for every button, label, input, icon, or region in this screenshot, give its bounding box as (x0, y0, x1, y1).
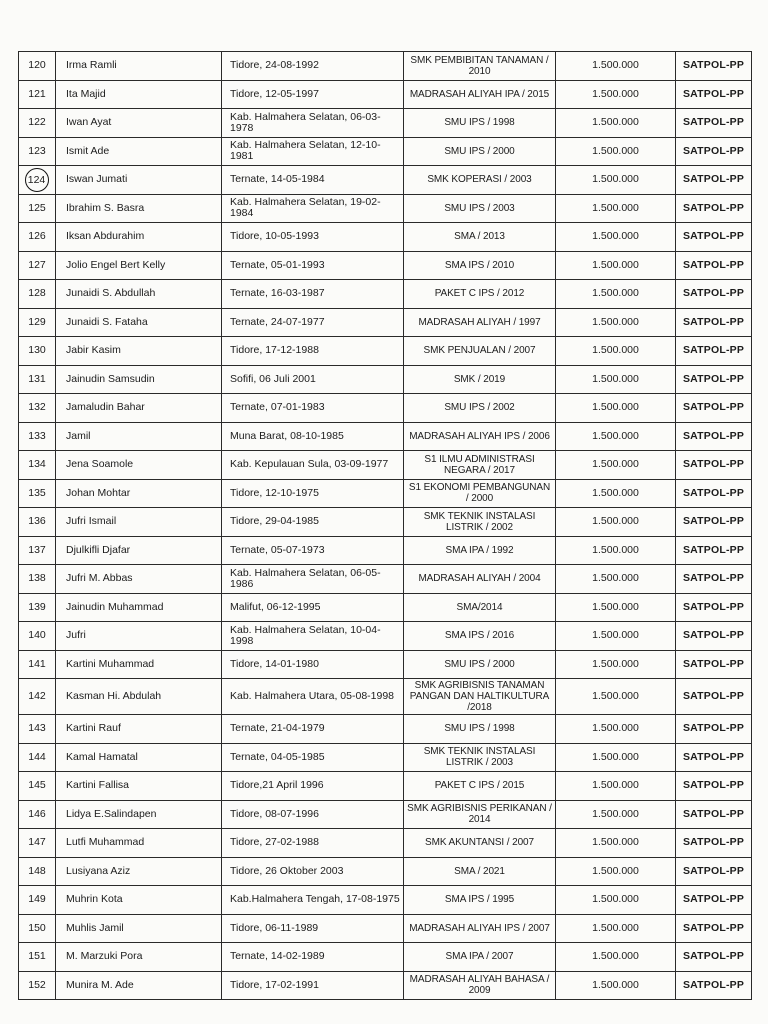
table-row (19, 886, 752, 915)
work-unit-cell: SATPOL-PP (676, 365, 752, 394)
education-cell: SMA/2014 (404, 593, 556, 622)
birth-place-date-cell: Tidore, 17-12-1988 (222, 337, 404, 366)
birth-place-date-cell: Kab.Halmahera Tengah, 17-08-1975 (222, 886, 404, 915)
birth-place-date-cell: Ternate, 04-05-1985 (222, 743, 404, 772)
table-row (19, 137, 752, 166)
table-row (19, 565, 752, 594)
row-number-cell: 137 (19, 536, 56, 565)
birth-place-date-cell: Kab. Halmahera Selatan, 10-04-1998 (222, 622, 404, 651)
birth-place-date-cell: Ternate, 05-01-1993 (222, 251, 404, 280)
work-unit-cell: SATPOL-PP (676, 80, 752, 109)
birth-place-date-cell: Kab. Halmahera Selatan, 12-10-1981 (222, 137, 404, 166)
salary-cell: 1.500.000 (556, 194, 676, 223)
birth-place-date-cell: Sofifi, 06 Juli 2001 (222, 365, 404, 394)
table-row (19, 743, 752, 772)
work-unit-cell: SATPOL-PP (676, 593, 752, 622)
birth-place-date-cell: Kab. Halmahera Selatan, 19-02-1984 (222, 194, 404, 223)
birth-place-date-cell: Tidore,21 April 1996 (222, 772, 404, 801)
birth-place-date-cell: Tidore, 06-11-1989 (222, 914, 404, 943)
row-number-cell: 150 (19, 914, 56, 943)
salary-cell: 1.500.000 (556, 479, 676, 508)
work-unit-cell: SATPOL-PP (676, 280, 752, 309)
salary-cell: 1.500.000 (556, 679, 676, 715)
education-cell: SMA IPS / 1995 (404, 886, 556, 915)
birth-place-date-cell: Tidore, 10-05-1993 (222, 223, 404, 252)
education-cell: MADRASAH ALIYAH IPS / 2006 (404, 422, 556, 451)
work-unit-cell: SATPOL-PP (676, 536, 752, 565)
birth-place-date-cell: Ternate, 14-02-1989 (222, 943, 404, 972)
birth-place-date-cell: Ternate, 24-07-1977 (222, 308, 404, 337)
salary-cell: 1.500.000 (556, 394, 676, 423)
education-cell: SMA / 2013 (404, 223, 556, 252)
row-number-cell: 133 (19, 422, 56, 451)
work-unit-cell: SATPOL-PP (676, 194, 752, 223)
salary-cell: 1.500.000 (556, 251, 676, 280)
person-name-cell: M. Marzuki Pora (56, 943, 222, 972)
birth-place-date-cell: Kab. Halmahera Selatan, 06-03-1978 (222, 109, 404, 138)
row-number-cell: 126 (19, 223, 56, 252)
table-row (19, 365, 752, 394)
person-name-cell: Ibrahim S. Basra (56, 194, 222, 223)
table-row (19, 715, 752, 744)
birth-place-date-cell: Kab. Kepulauan Sula, 03-09-1977 (222, 451, 404, 480)
row-number-cell: 138 (19, 565, 56, 594)
salary-cell: 1.500.000 (556, 829, 676, 858)
row-number-cell (19, 166, 56, 195)
row-number-cell: 122 (19, 109, 56, 138)
work-unit-cell: SATPOL-PP (676, 829, 752, 858)
work-unit-cell: SATPOL-PP (676, 800, 752, 829)
table-row (19, 479, 752, 508)
row-number-cell: 147 (19, 829, 56, 858)
salary-cell: 1.500.000 (556, 650, 676, 679)
birth-place-date-cell: Ternate, 07-01-1983 (222, 394, 404, 423)
person-name-cell: Iwan Ayat (56, 109, 222, 138)
person-name-cell: Muhrin Kota (56, 886, 222, 915)
education-cell: SMA IPS / 2016 (404, 622, 556, 651)
salary-cell: 1.500.000 (556, 223, 676, 252)
work-unit-cell: SATPOL-PP (676, 451, 752, 480)
education-cell: SMU IPS / 2003 (404, 194, 556, 223)
person-name-cell: Munira M. Ade (56, 971, 222, 1000)
education-cell: SMK TEKNIK INSTALASI LISTRIK / 2003 (404, 743, 556, 772)
person-name-cell: Iksan Abdurahim (56, 223, 222, 252)
person-name-cell: Kasman Hi. Abdulah (56, 679, 222, 715)
work-unit-cell: SATPOL-PP (676, 337, 752, 366)
salary-cell: 1.500.000 (556, 508, 676, 537)
person-name-cell: Lusiyana Aziz (56, 857, 222, 886)
table-row (19, 772, 752, 801)
row-number-cell: 132 (19, 394, 56, 423)
salary-cell: 1.500.000 (556, 422, 676, 451)
table-row (19, 451, 752, 480)
table-row (19, 508, 752, 537)
table-row (19, 80, 752, 109)
birth-place-date-cell: Muna Barat, 08-10-1985 (222, 422, 404, 451)
circled-row-number: 124 (25, 168, 49, 192)
row-number-cell: 139 (19, 593, 56, 622)
birth-place-date-cell: Kab. Halmahera Selatan, 06-05-1986 (222, 565, 404, 594)
education-cell: PAKET C IPS / 2012 (404, 280, 556, 309)
table-row (19, 52, 752, 81)
birth-place-date-cell: Tidore, 29-04-1985 (222, 508, 404, 537)
education-cell: SMK KOPERASI / 2003 (404, 166, 556, 195)
work-unit-cell: SATPOL-PP (676, 422, 752, 451)
person-name-cell: Jainudin Muhammad (56, 593, 222, 622)
person-name-cell: Jufri Ismail (56, 508, 222, 537)
education-cell: SMK PEMBIBITAN TANAMAN / 2010 (404, 52, 556, 81)
person-name-cell: Jena Soamole (56, 451, 222, 480)
row-number-cell: 142 (19, 679, 56, 715)
row-number-cell: 145 (19, 772, 56, 801)
education-cell: SMK AGRIBISNIS PERIKANAN / 2014 (404, 800, 556, 829)
row-number-cell: 125 (19, 194, 56, 223)
birth-place-date-cell: Tidore, 24-08-1992 (222, 52, 404, 81)
person-name-cell: Irma Ramli (56, 52, 222, 81)
table-row (19, 308, 752, 337)
person-name-cell: Jufri M. Abbas (56, 565, 222, 594)
person-name-cell: Jufri (56, 622, 222, 651)
education-cell: SMK AKUNTANSI / 2007 (404, 829, 556, 858)
salary-cell: 1.500.000 (556, 857, 676, 886)
work-unit-cell: SATPOL-PP (676, 52, 752, 81)
birth-place-date-cell: Ternate, 16-03-1987 (222, 280, 404, 309)
birth-place-date-cell: Tidore, 17-02-1991 (222, 971, 404, 1000)
work-unit-cell: SATPOL-PP (676, 914, 752, 943)
education-cell: SMU IPS / 1998 (404, 109, 556, 138)
table-row (19, 800, 752, 829)
salary-cell: 1.500.000 (556, 536, 676, 565)
row-number-cell: 134 (19, 451, 56, 480)
row-number-cell: 128 (19, 280, 56, 309)
person-name-cell: Jabir Kasim (56, 337, 222, 366)
row-number-cell: 149 (19, 886, 56, 915)
education-cell: SMK / 2019 (404, 365, 556, 394)
row-number-cell: 143 (19, 715, 56, 744)
birth-place-date-cell: Malifut, 06-12-1995 (222, 593, 404, 622)
education-cell: MADRASAH ALIYAH / 2004 (404, 565, 556, 594)
salary-cell: 1.500.000 (556, 593, 676, 622)
salary-cell: 1.500.000 (556, 914, 676, 943)
education-cell: SMA / 2021 (404, 857, 556, 886)
table-row (19, 223, 752, 252)
salary-cell: 1.500.000 (556, 971, 676, 1000)
table-row (19, 622, 752, 651)
work-unit-cell: SATPOL-PP (676, 971, 752, 1000)
work-unit-cell: SATPOL-PP (676, 857, 752, 886)
row-number-cell: 123 (19, 137, 56, 166)
work-unit-cell: SATPOL-PP (676, 479, 752, 508)
table-row (19, 536, 752, 565)
education-cell: MADRASAH ALIYAH IPA / 2015 (404, 80, 556, 109)
birth-place-date-cell: Tidore, 26 Oktober 2003 (222, 857, 404, 886)
row-number-cell: 148 (19, 857, 56, 886)
education-cell: SMA IPS / 2010 (404, 251, 556, 280)
person-name-cell: Muhlis Jamil (56, 914, 222, 943)
work-unit-cell: SATPOL-PP (676, 508, 752, 537)
salary-cell: 1.500.000 (556, 280, 676, 309)
work-unit-cell: SATPOL-PP (676, 650, 752, 679)
table-row (19, 337, 752, 366)
row-number-cell: 136 (19, 508, 56, 537)
table-row (19, 422, 752, 451)
education-cell: S1 ILMU ADMINISTRASI NEGARA / 2017 (404, 451, 556, 480)
work-unit-cell: SATPOL-PP (676, 166, 752, 195)
row-number-cell: 144 (19, 743, 56, 772)
table-row (19, 829, 752, 858)
work-unit-cell: SATPOL-PP (676, 743, 752, 772)
salary-cell: 1.500.000 (556, 715, 676, 744)
education-cell: SMA IPA / 1992 (404, 536, 556, 565)
person-name-cell: Djulkifli Djafar (56, 536, 222, 565)
education-cell: SMU IPS / 2000 (404, 650, 556, 679)
education-cell: MADRASAH ALIYAH IPS / 2007 (404, 914, 556, 943)
education-cell: SMU IPS / 1998 (404, 715, 556, 744)
person-name-cell: Ismit Ade (56, 137, 222, 166)
salary-cell: 1.500.000 (556, 800, 676, 829)
birth-place-date-cell: Kab. Halmahera Utara, 05-08-1998 (222, 679, 404, 715)
row-number-cell: 131 (19, 365, 56, 394)
person-name-cell: Lutfi Muhammad (56, 829, 222, 858)
work-unit-cell: SATPOL-PP (676, 394, 752, 423)
salary-cell: 1.500.000 (556, 80, 676, 109)
education-cell: SMK AGRIBISNIS TANAMAN PANGAN DAN HALTIKULTURA /2018 (404, 679, 556, 715)
table-row (19, 593, 752, 622)
work-unit-cell: SATPOL-PP (676, 715, 752, 744)
education-cell: SMK TEKNIK INSTALASI LISTRIK / 2002 (404, 508, 556, 537)
row-number-cell: 120 (19, 52, 56, 81)
table-row (19, 194, 752, 223)
personnel-table (18, 51, 752, 1000)
work-unit-cell: SATPOL-PP (676, 223, 752, 252)
row-number-cell: 135 (19, 479, 56, 508)
education-cell: S1 EKONOMI PEMBANGUNAN / 2000 (404, 479, 556, 508)
birth-place-date-cell: Tidore, 14-01-1980 (222, 650, 404, 679)
row-number-cell: 141 (19, 650, 56, 679)
education-cell: MADRASAH ALIYAH / 1997 (404, 308, 556, 337)
salary-cell: 1.500.000 (556, 337, 676, 366)
row-number-cell: 129 (19, 308, 56, 337)
row-number-cell: 146 (19, 800, 56, 829)
personnel-table-body (19, 52, 752, 1000)
row-number-cell: 140 (19, 622, 56, 651)
work-unit-cell: SATPOL-PP (676, 622, 752, 651)
salary-cell: 1.500.000 (556, 565, 676, 594)
work-unit-cell: SATPOL-PP (676, 943, 752, 972)
salary-cell: 1.500.000 (556, 622, 676, 651)
work-unit-cell: SATPOL-PP (676, 886, 752, 915)
work-unit-cell: SATPOL-PP (676, 772, 752, 801)
salary-cell: 1.500.000 (556, 109, 676, 138)
birth-place-date-cell: Tidore, 08-07-1996 (222, 800, 404, 829)
salary-cell: 1.500.000 (556, 886, 676, 915)
person-name-cell: Iswan Jumati (56, 166, 222, 195)
salary-cell: 1.500.000 (556, 772, 676, 801)
salary-cell: 1.500.000 (556, 166, 676, 195)
education-cell: SMU IPS / 2000 (404, 137, 556, 166)
table-row (19, 394, 752, 423)
table-row (19, 971, 752, 1000)
work-unit-cell: SATPOL-PP (676, 137, 752, 166)
person-name-cell: Kartini Muhammad (56, 650, 222, 679)
table-row (19, 857, 752, 886)
birth-place-date-cell: Tidore, 12-10-1975 (222, 479, 404, 508)
birth-place-date-cell: Tidore, 27-02-1988 (222, 829, 404, 858)
salary-cell: 1.500.000 (556, 743, 676, 772)
education-cell: SMU IPS / 2002 (404, 394, 556, 423)
row-number-cell: 130 (19, 337, 56, 366)
work-unit-cell: SATPOL-PP (676, 308, 752, 337)
person-name-cell: Lidya E.Salindapen (56, 800, 222, 829)
birth-place-date-cell: Tidore, 12-05-1997 (222, 80, 404, 109)
row-number-cell: 121 (19, 80, 56, 109)
salary-cell: 1.500.000 (556, 52, 676, 81)
row-number-cell: 151 (19, 943, 56, 972)
salary-cell: 1.500.000 (556, 451, 676, 480)
person-name-cell: Ita Majid (56, 80, 222, 109)
table-row (19, 109, 752, 138)
person-name-cell: Jolio Engel Bert Kelly (56, 251, 222, 280)
person-name-cell: Junaidi S. Abdullah (56, 280, 222, 309)
education-cell: MADRASAH ALIYAH BAHASA / 2009 (404, 971, 556, 1000)
salary-cell: 1.500.000 (556, 308, 676, 337)
table-row (19, 943, 752, 972)
person-name-cell: Kartini Fallisa (56, 772, 222, 801)
birth-place-date-cell: Ternate, 21-04-1979 (222, 715, 404, 744)
table-row (19, 650, 752, 679)
salary-cell: 1.500.000 (556, 137, 676, 166)
person-name-cell: Jamaludin Bahar (56, 394, 222, 423)
education-cell: SMK PENJUALAN / 2007 (404, 337, 556, 366)
person-name-cell: Kartini Rauf (56, 715, 222, 744)
work-unit-cell: SATPOL-PP (676, 109, 752, 138)
table-row (19, 914, 752, 943)
education-cell: SMA IPA / 2007 (404, 943, 556, 972)
person-name-cell: Junaidi S. Fataha (56, 308, 222, 337)
salary-cell: 1.500.000 (556, 365, 676, 394)
work-unit-cell: SATPOL-PP (676, 679, 752, 715)
work-unit-cell: SATPOL-PP (676, 565, 752, 594)
person-name-cell: Kamal Hamatal (56, 743, 222, 772)
row-number-cell: 127 (19, 251, 56, 280)
table-row (19, 251, 752, 280)
birth-place-date-cell: Ternate, 14-05-1984 (222, 166, 404, 195)
table-row (19, 679, 752, 715)
birth-place-date-cell: Ternate, 05-07-1973 (222, 536, 404, 565)
row-number-cell: 152 (19, 971, 56, 1000)
person-name-cell: Johan Mohtar (56, 479, 222, 508)
person-name-cell: Jamil (56, 422, 222, 451)
education-cell: PAKET C IPS / 2015 (404, 772, 556, 801)
work-unit-cell: SATPOL-PP (676, 251, 752, 280)
person-name-cell: Jainudin Samsudin (56, 365, 222, 394)
table-row (19, 166, 752, 195)
table-row (19, 280, 752, 309)
salary-cell: 1.500.000 (556, 943, 676, 972)
